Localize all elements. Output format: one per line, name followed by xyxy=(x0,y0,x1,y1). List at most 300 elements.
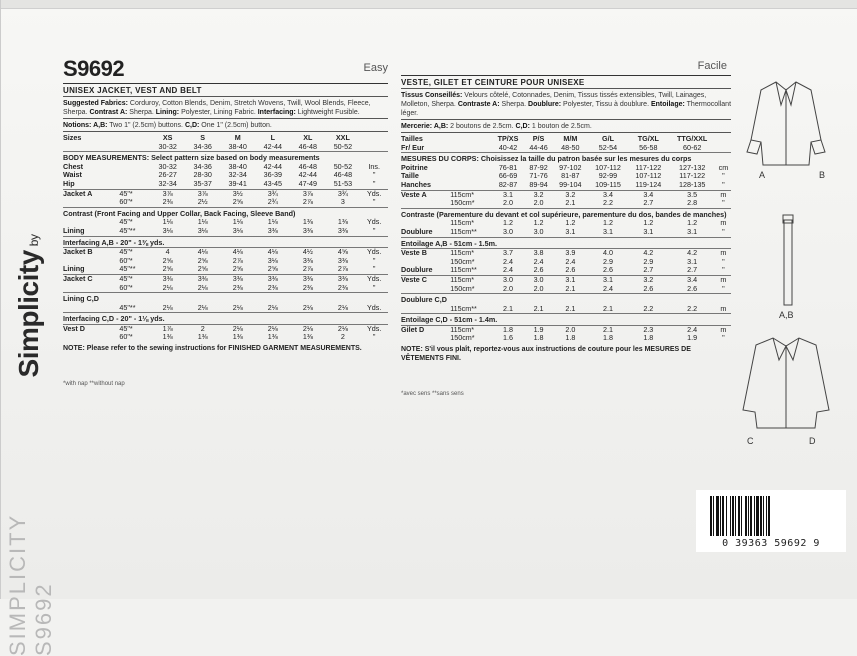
table-cell: 92-99 xyxy=(598,171,618,181)
table-cell: 2⅛ xyxy=(255,324,290,333)
unit-cell: " xyxy=(372,225,376,235)
technical-drawings xyxy=(741,70,846,470)
divider xyxy=(401,132,731,133)
unit-cell: " xyxy=(722,226,725,236)
table-cell: 2⅞ xyxy=(302,264,313,274)
table-cell: 1.8 xyxy=(643,333,654,343)
row-label: Chest xyxy=(63,161,83,171)
size-range: 40-42 xyxy=(498,142,518,152)
unit-cell: " xyxy=(372,264,376,274)
table-cell: 3.1 xyxy=(588,275,628,284)
unit-cell: m xyxy=(720,303,727,313)
row-label: Lining xyxy=(63,225,85,235)
table-cell: 117-122 xyxy=(679,171,706,181)
table-cell: 4½ xyxy=(290,248,325,257)
table-cell: 3.2 xyxy=(524,190,553,199)
table-cell: 1.9 xyxy=(524,325,553,334)
table-cell: 1.8 xyxy=(492,325,524,334)
table-cell: 3.1 xyxy=(687,256,698,266)
table-cell: 1.2 xyxy=(687,218,698,228)
fabric-width: 60"* xyxy=(119,255,133,265)
table-cell: 1⅛ xyxy=(162,217,173,227)
sizes-label: Sizes xyxy=(63,133,82,142)
lining-text: Polyester, Lining Fabric. xyxy=(181,109,256,116)
table-cell: 2.0 xyxy=(503,283,514,293)
fabric-width: 45"* xyxy=(119,189,150,198)
table-cell: 2⅞ xyxy=(302,197,313,207)
table-cell: 109-115 xyxy=(595,179,621,189)
table-cell: 2.9 xyxy=(643,256,654,266)
table-cell: 2⅛ xyxy=(290,324,325,333)
table-cell: 2.7 xyxy=(643,265,654,275)
lining-label: Lining: xyxy=(155,109,180,116)
table-cell: 1.8 xyxy=(565,333,576,343)
table-cell: 2⅜ xyxy=(267,282,278,292)
row-label: Vest D xyxy=(63,324,119,333)
view-label-d: D xyxy=(809,436,816,446)
table-cell: 1.9 xyxy=(687,333,698,343)
table-cell: 3⅞ xyxy=(185,189,220,198)
notions2-text: One 1" (2.5cm) button. xyxy=(201,122,272,129)
table-cell: 3.1 xyxy=(687,226,698,236)
table-cell: 1⅛ xyxy=(267,217,278,227)
unit-cell: m xyxy=(720,218,727,228)
table-cell: 3⅛ xyxy=(232,225,243,235)
unit-cell: " xyxy=(722,256,725,266)
fabric-width xyxy=(119,180,150,189)
unit-cell: " xyxy=(372,332,376,342)
table-cell: 1⅛ xyxy=(197,217,208,227)
brand-logo xyxy=(13,216,45,396)
fabric-width: 60"* xyxy=(119,197,133,207)
notions-text-fr: 2 boutons de 2.5cm. xyxy=(450,123,514,130)
size-range: 52-54 xyxy=(598,142,618,152)
row-label: Poitrine xyxy=(401,162,428,172)
divider xyxy=(63,118,388,119)
table-cell: 2⅜ xyxy=(162,197,173,207)
garment-sketches xyxy=(741,70,846,470)
table-cell: 3.0 xyxy=(492,275,524,284)
table-cell: 2 xyxy=(185,324,220,333)
fabric-width: 45"** xyxy=(119,225,136,235)
table-cell: 1.2 xyxy=(565,218,576,228)
row-label xyxy=(63,198,119,207)
table-row xyxy=(401,305,731,314)
table-cell: 3.0 xyxy=(503,226,514,236)
table-cell: 3.0 xyxy=(524,275,553,284)
section-heading-row xyxy=(63,236,388,248)
row-label: Jacket B xyxy=(63,248,119,257)
fabric-width: 150cm* xyxy=(450,198,475,208)
table-cell: 3.2 xyxy=(628,275,668,284)
notions2-label-fr: C,D: xyxy=(515,123,530,130)
table-cell: 3.1 xyxy=(553,275,588,284)
fabric-width: 115cm* xyxy=(450,190,492,199)
table-cell: 2⅝ xyxy=(232,264,243,274)
table-cell: 3.1 xyxy=(603,226,613,236)
unit-cell: Ins. xyxy=(368,161,380,171)
section-label: Entoilage A,B - 51cm - 1.5m. xyxy=(401,237,731,249)
table-cell: 3⅛ xyxy=(162,225,173,235)
size-header: TP/XS xyxy=(497,134,519,143)
table-cell: 81-87 xyxy=(561,171,580,181)
size-range: 30-32 xyxy=(158,141,177,151)
table-cell: 2.1 xyxy=(565,198,576,208)
table-cell: 35-37 xyxy=(193,178,212,188)
unit-cell: m xyxy=(716,190,731,199)
english-panel xyxy=(63,56,388,387)
size-range: 60-62 xyxy=(682,142,702,152)
table-cell: 1.2 xyxy=(643,218,654,228)
fabric-width: 115cm* xyxy=(450,249,492,258)
table-cell: 1.6 xyxy=(503,333,514,343)
table-cell: 2.2 xyxy=(603,198,613,208)
fabric-width: 150cm* xyxy=(450,256,475,266)
unit-cell: Yds. xyxy=(367,302,382,312)
view-label-c: C xyxy=(747,436,754,446)
fabric-width xyxy=(119,163,150,172)
table-cell: 2⅛ xyxy=(162,282,173,292)
table-cell: 3⅜ xyxy=(185,274,220,283)
fabrics-paragraph xyxy=(63,99,388,117)
fabric-width: 115cm** xyxy=(450,265,477,275)
table-cell: 3⅜ xyxy=(325,274,360,283)
size-range: 34-36 xyxy=(193,141,212,151)
table-cell: 2⅛ xyxy=(220,324,255,333)
difficulty-level-fr: Facile xyxy=(697,60,727,72)
size-header: XL xyxy=(303,133,313,142)
table-cell: 32-34 xyxy=(228,170,247,180)
spacer xyxy=(119,134,150,143)
table-cell: 2.3 xyxy=(628,325,668,334)
table-cell: 2.0 xyxy=(503,198,514,208)
spacer xyxy=(360,143,388,152)
table-row xyxy=(401,199,731,208)
table-cell: 3.8 xyxy=(524,249,553,258)
row-label: Veste A xyxy=(401,190,450,199)
table-cell: 1⅜ xyxy=(302,217,313,227)
size-header: TG/XL xyxy=(637,134,659,143)
table-row xyxy=(63,284,388,293)
spacer xyxy=(716,144,731,153)
table-cell: 2⅛ xyxy=(325,324,360,333)
fabric-width xyxy=(119,171,150,180)
row-label xyxy=(63,304,119,313)
table-cell: 1⅜ xyxy=(267,332,278,342)
unit-cell: Yds. xyxy=(360,274,388,283)
table-cell: 2.8 xyxy=(687,198,698,208)
row-label: Doublure xyxy=(401,265,433,275)
table-cell: 3⅜ xyxy=(290,274,325,283)
table-cell: 3.9 xyxy=(553,249,588,258)
divider xyxy=(401,119,731,120)
row-label: Hanches xyxy=(401,179,431,189)
contrast-text-fr: Sherpa. xyxy=(501,101,527,108)
fabric-width: 115cm* xyxy=(450,325,492,334)
table-cell: 3⅜ xyxy=(150,274,185,283)
nap-footnote: *with nap **without nap xyxy=(63,381,125,388)
section-label: Interfacing A,B - 20" - 1⅜ yds. xyxy=(63,236,388,248)
divider xyxy=(63,83,388,84)
unit-cell: " xyxy=(722,333,725,343)
unit-cell: m xyxy=(716,325,731,334)
row-label xyxy=(401,334,450,343)
size-header: XXL xyxy=(335,133,350,142)
table-cell: 2⅛ xyxy=(197,282,208,292)
table-cell: 46-48 xyxy=(333,170,353,180)
upc-barcode xyxy=(696,490,846,552)
table-cell: 4.0 xyxy=(588,249,628,258)
table-cell: 119-124 xyxy=(635,179,662,189)
brand-by: by xyxy=(27,234,41,247)
table-cell: 1⅜ xyxy=(302,332,313,342)
fabric-width: 45"* xyxy=(119,274,150,283)
unit-cell: " xyxy=(372,282,376,292)
section-label: Interfacing C,D - 20" - 1⅛ yds. xyxy=(63,313,388,325)
table-cell: 107-112 xyxy=(595,162,621,172)
french-panel xyxy=(401,60,731,397)
table-cell: 3.4 xyxy=(588,190,628,199)
table-cell: 1.8 xyxy=(533,333,544,343)
brand-name: Simplicity xyxy=(13,250,44,378)
table-cell: 2.6 xyxy=(533,265,544,275)
section-label: BODY MEASUREMENTS: Select pattern size based on body measurements xyxy=(63,152,388,163)
unit-cell: Yds. xyxy=(360,248,388,257)
table-cell: 2.9 xyxy=(603,256,613,266)
table-cell: 3¾ xyxy=(325,189,360,198)
table-cell: 3⅛ xyxy=(267,255,278,265)
table-cell: 4.2 xyxy=(668,249,715,258)
table-cell: 107-112 xyxy=(635,171,662,181)
pattern-title-fr: VESTE, GILET ET CEINTURE POUR UNISEXE xyxy=(401,78,585,87)
table-cell: 1⅜ xyxy=(197,332,208,342)
divider xyxy=(63,131,388,132)
envelope-top-edge xyxy=(1,0,857,9)
size-range: 56-58 xyxy=(639,142,658,152)
row-label: Doublure xyxy=(401,226,433,236)
fabric-width: 115cm* xyxy=(450,218,475,228)
table-cell: 3⅜ xyxy=(302,225,313,235)
table-cell: 3⅜ xyxy=(302,255,313,265)
table-cell: 2.2 xyxy=(643,303,654,313)
table-cell: 3⅜ xyxy=(220,274,255,283)
section-heading-row xyxy=(63,313,388,325)
table-cell: 3.1 xyxy=(565,226,576,236)
table-cell: 2.1 xyxy=(565,303,576,313)
table-cell: 2.6 xyxy=(565,265,576,275)
table-cell: 4⅛ xyxy=(255,248,290,257)
table-cell: 47-49 xyxy=(298,178,318,188)
fabric-width: 45"** xyxy=(119,264,136,274)
french-metrage-table xyxy=(401,135,731,343)
section-label: Contraste (Parementure du devant et col supérieure, parementure du dos, bandes de manches) xyxy=(401,208,731,219)
sizes-label: Tailles xyxy=(401,134,423,143)
table-cell: 2¾ xyxy=(267,197,278,207)
notions-label-fr: Mercerie: A,B: xyxy=(401,123,449,130)
table-cell: 2⅜ xyxy=(232,282,243,292)
size-range: 44-46 xyxy=(529,142,548,152)
side-faint-text: SIMPLICITY S9692 xyxy=(5,514,56,656)
size-header: P/S xyxy=(532,134,545,143)
size-range-row xyxy=(63,143,388,152)
table-cell: 99-104 xyxy=(559,179,582,189)
row-label: Gilet D xyxy=(401,325,450,334)
section-label: Contrast (Front Facing and Upper Collar, Back Facing, Sleeve Band) xyxy=(63,207,388,218)
table-cell: 2.4 xyxy=(668,325,715,334)
spacer xyxy=(450,135,492,144)
size-range: 48-50 xyxy=(561,142,580,152)
table-cell: 4⅛ xyxy=(185,248,220,257)
table-cell: 3⅞ xyxy=(290,189,325,198)
table-cell: 2.1 xyxy=(565,283,576,293)
size-header: TTG/XXL xyxy=(676,134,708,143)
divider xyxy=(401,88,731,89)
table-cell: 3⅜ xyxy=(255,274,290,283)
unit-cell: m xyxy=(716,275,731,284)
table-cell: 97-102 xyxy=(559,162,582,172)
row-label xyxy=(401,305,450,314)
row-label xyxy=(63,333,119,342)
fabric-width: 115cm* xyxy=(450,275,492,284)
table-cell: 3 xyxy=(340,197,345,207)
row-label: Jacket A xyxy=(63,189,119,198)
table-cell: 30-32 xyxy=(158,161,177,171)
table-cell: 128-135 xyxy=(678,179,706,189)
pattern-title: UNISEX JACKET, VEST AND BELT xyxy=(63,86,202,95)
unit-cell: m xyxy=(716,249,731,258)
table-cell: 3.1 xyxy=(643,226,654,236)
table-cell: 87-92 xyxy=(529,162,548,172)
table-cell: 2.4 xyxy=(565,256,576,266)
size-range: 38-40 xyxy=(228,141,247,151)
notions-paragraph xyxy=(63,121,388,130)
table-cell: 26-27 xyxy=(158,170,177,180)
fabric-width: 45"** xyxy=(119,302,136,312)
divider xyxy=(63,96,388,97)
table-cell: 2⅝ xyxy=(197,264,208,274)
table-cell: 3.4 xyxy=(668,275,715,284)
fabrics-label: Suggested Fabrics: xyxy=(63,100,128,107)
table-cell: 2⅝ xyxy=(162,264,173,274)
row-label xyxy=(401,285,450,294)
table-row xyxy=(401,334,731,343)
spacer xyxy=(360,134,388,143)
table-cell: 3⅜ xyxy=(337,255,348,265)
pattern-number: S9692 xyxy=(63,56,125,81)
table-cell: 2.4 xyxy=(503,256,514,266)
contrast-label-fr: Contraste A: xyxy=(457,101,500,108)
notions-text: Two 1" (2.5cm) buttons. xyxy=(109,122,183,129)
unit-cell: cm xyxy=(718,162,729,172)
fabric-width: 45"* xyxy=(119,217,133,227)
table-cell: 2.7 xyxy=(643,198,654,208)
table-cell: 28-30 xyxy=(193,170,212,180)
barcode-bar xyxy=(770,496,773,536)
table-row xyxy=(63,324,388,333)
row-label: Taille xyxy=(401,171,419,181)
size-header: S xyxy=(200,133,206,142)
table-cell: 2⅛ xyxy=(337,302,348,312)
table-row xyxy=(401,181,731,190)
section-heading-row xyxy=(401,314,731,326)
table-cell: 71-76 xyxy=(529,171,548,181)
table-cell: 2.1 xyxy=(603,303,613,313)
size-header: M/M xyxy=(563,134,578,143)
table-cell: 2.6 xyxy=(643,283,654,293)
interfacing-text: Lightweight Fusible. xyxy=(297,109,360,116)
divider xyxy=(401,75,731,76)
table-row xyxy=(63,180,388,189)
table-cell: 42-44 xyxy=(298,170,318,180)
table-cell: 2 xyxy=(340,332,345,342)
unit-cell: " xyxy=(372,255,376,265)
eur-label xyxy=(63,143,119,152)
table-cell: 2⅞ xyxy=(337,264,348,274)
fabrics-text-fr: Velours côtelé, Cotonnades, Denim, Tissus tissés extensibles, Twill, Lainages, Molleton, Sherpa. xyxy=(401,92,707,108)
spacer xyxy=(450,144,492,153)
table-cell: 82-87 xyxy=(498,179,518,189)
finished-measurements-note: NOTE: Please refer to the sewing instructions for FINISHED GARMENT MEASUREMENTS. xyxy=(63,345,362,353)
finished-measurements-note-fr: NOTE: S'il vous plaît, reportez-vous aux instructions de couture pour les MESURES DE VÊTEMENTS FINI. xyxy=(401,346,691,363)
table-cell: 2⅜ xyxy=(337,282,348,292)
table-cell: 34-36 xyxy=(193,161,212,171)
table-row xyxy=(63,198,388,207)
fabric-width xyxy=(450,172,492,181)
lining-text-fr: Polyester, Tissu à doublure. xyxy=(563,101,650,108)
table-cell: 2.6 xyxy=(603,265,613,275)
table-row xyxy=(63,189,388,198)
size-range: 42-44 xyxy=(263,141,282,151)
fabrics-text: Corduroy, Cotton Blends, Denim, Stretch Wovens, Twill, Wool Blends, Fleece, Sherpa. xyxy=(63,100,371,116)
section-label: MESURES DU CORPS: Choisissez la taille du patron basée sur les mesures du corps xyxy=(401,153,731,164)
table-cell: 1.2 xyxy=(533,218,544,228)
table-cell: 117-122 xyxy=(635,162,662,172)
notions2-label: C,D: xyxy=(184,122,200,129)
eur-label: Fr/ Eur xyxy=(401,142,425,152)
table-cell: 2½ xyxy=(197,197,208,207)
table-cell: 3⅛ xyxy=(197,225,208,235)
table-cell: 3¾ xyxy=(255,189,290,198)
barcode-bars xyxy=(710,496,830,536)
row-label: Veste C xyxy=(401,275,450,284)
row-label: Veste B xyxy=(401,249,450,258)
table-cell: 1⅜ xyxy=(232,332,243,342)
row-label: Lining xyxy=(63,264,85,274)
table-cell: 2.0 xyxy=(533,198,544,208)
unit-cell: " xyxy=(722,265,725,275)
row-label: Hip xyxy=(63,178,75,188)
table-cell: 2.1 xyxy=(588,325,628,334)
table-cell: 2⅝ xyxy=(267,264,278,274)
row-label xyxy=(401,199,450,208)
table-cell: 32-34 xyxy=(158,178,177,188)
table-cell: 2.0 xyxy=(553,325,588,334)
table-row xyxy=(401,285,731,294)
unit-cell: " xyxy=(372,178,376,188)
table-cell: 1⅜ xyxy=(162,332,173,342)
table-cell: 1.2 xyxy=(503,218,514,228)
table-cell: 1⅞ xyxy=(150,324,185,333)
size-header: L xyxy=(270,133,275,142)
table-cell: 2.2 xyxy=(687,303,698,313)
table-cell: 42-44 xyxy=(263,161,282,171)
table-cell: 2.4 xyxy=(503,265,514,275)
table-cell: 39-41 xyxy=(228,178,247,188)
notions2-text-fr: 1 bouton de 2.5cm. xyxy=(531,123,592,130)
fabric-width xyxy=(450,164,492,173)
interfacing-label-fr: Entoilage: xyxy=(650,101,685,108)
table-cell: 2⅝ xyxy=(162,255,173,265)
